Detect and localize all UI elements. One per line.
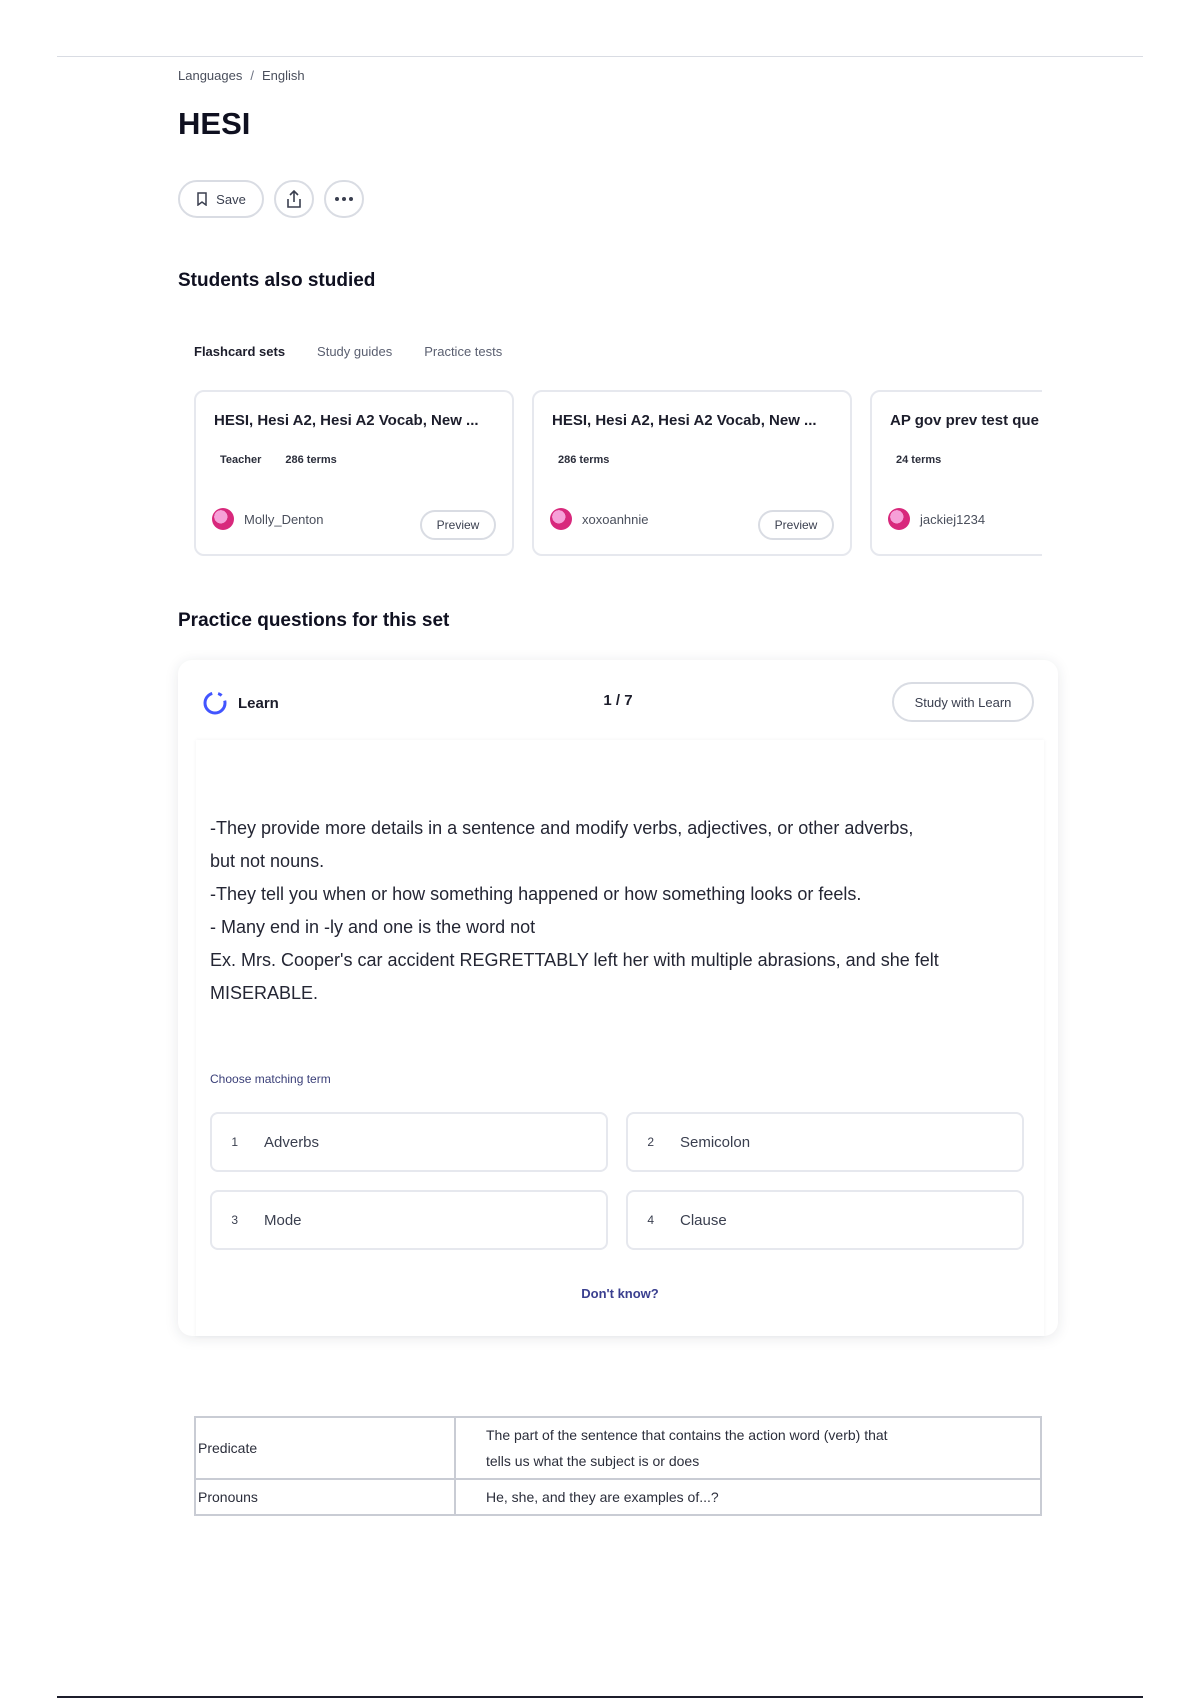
answer-option-3[interactable] xyxy=(210,1190,608,1250)
terms-table xyxy=(194,1416,1042,1516)
option-label: Mode xyxy=(264,1211,302,1229)
save-label: Save xyxy=(216,191,246,207)
definition-line: -They provide more details in a sentence and modify verbs, adjectives, or other adverbs, xyxy=(210,818,914,838)
choose-matching-term-prompt: Choose matching term xyxy=(210,1072,331,1086)
option-label: Semicolon xyxy=(680,1133,751,1151)
option-number: 3 xyxy=(231,1213,238,1227)
bookmark-icon xyxy=(196,192,208,206)
option-number: 2 xyxy=(647,1135,654,1149)
term-cell: Predicate xyxy=(195,1417,455,1479)
avatar xyxy=(550,508,572,530)
avatar xyxy=(888,508,910,530)
flashcard-set-carousel xyxy=(194,390,1042,560)
tab-flashcard-sets[interactable]: Flashcard sets xyxy=(194,344,286,359)
definition-line: He, she, and they are examples of...? xyxy=(486,1489,719,1505)
card-author[interactable] xyxy=(212,508,324,530)
definition-line: Ex. Mrs. Cooper's car accident REGRETTABLY left her with multiple abrasions, and she felt xyxy=(210,950,939,970)
learn-header xyxy=(202,682,1034,722)
definition-line: -They tell you when or how something happened or how something looks or feels. xyxy=(210,884,862,904)
card-author[interactable] xyxy=(550,508,649,530)
content-type-tabs xyxy=(194,344,502,359)
more-options-button[interactable] xyxy=(324,180,364,218)
action-bar xyxy=(178,180,364,218)
breadcrumb-item-languages[interactable]: Languages xyxy=(178,68,243,83)
learn-question-panel xyxy=(178,660,1058,1336)
breadcrumb-item-english[interactable]: English xyxy=(261,68,305,83)
save-button[interactable] xyxy=(178,180,264,218)
question-card xyxy=(196,740,1044,1336)
author-name: Molly_Denton xyxy=(244,511,324,527)
breadcrumb-separator: / xyxy=(250,68,254,83)
table-row xyxy=(195,1417,1041,1479)
card-title: HESI, Hesi A2, Hesi A2 Vocab, New ... xyxy=(552,412,817,429)
option-label: Adverbs xyxy=(264,1133,320,1151)
term-count: 286 terms xyxy=(285,454,337,466)
avatar xyxy=(212,508,234,530)
card-meta xyxy=(220,454,337,466)
flashcard-set-card[interactable] xyxy=(870,390,1042,556)
card-author[interactable] xyxy=(888,508,985,530)
definition-line: tells us what the subject is or does xyxy=(486,1453,700,1469)
definition-line: The part of the sentence that contains the action word (verb) that xyxy=(486,1427,888,1443)
option-label: Clause xyxy=(680,1211,727,1229)
top-divider xyxy=(57,56,1143,57)
definition-cell xyxy=(455,1417,1041,1479)
answer-option-2[interactable] xyxy=(626,1112,1024,1172)
page-title: HESI xyxy=(178,106,251,141)
share-icon xyxy=(285,189,303,209)
question-counter: 1 / 7 xyxy=(603,692,633,709)
term-count: 24 terms xyxy=(896,454,942,466)
share-button[interactable] xyxy=(274,180,314,218)
preview-button[interactable]: Preview xyxy=(420,510,496,540)
definition-cell xyxy=(455,1479,1041,1515)
tab-study-guides[interactable]: Study guides xyxy=(317,344,393,359)
definition-line: MISERABLE. xyxy=(210,983,319,1003)
card-title: AP gov prev test que xyxy=(890,412,1039,429)
students-also-studied-heading: Students also studied xyxy=(178,270,376,291)
preview-button[interactable]: Preview xyxy=(758,510,834,540)
teacher-badge: Teacher xyxy=(220,454,262,466)
bottom-divider xyxy=(57,1696,1143,1698)
more-icon xyxy=(334,196,354,202)
term-cell: Pronouns xyxy=(195,1479,455,1515)
card-meta xyxy=(558,454,609,466)
option-number: 4 xyxy=(647,1213,654,1227)
learn-label-text: Learn xyxy=(238,694,279,712)
term-count: 286 terms xyxy=(558,454,610,466)
tab-practice-tests[interactable]: Practice tests xyxy=(424,344,503,359)
definition-line: - Many end in -ly and one is the word not xyxy=(210,917,536,937)
option-number: 1 xyxy=(231,1135,238,1149)
author-name: xoxoanhnie xyxy=(582,511,649,527)
answer-option-1[interactable] xyxy=(210,1112,608,1172)
table-row xyxy=(195,1479,1041,1515)
author-name: jackiej1234 xyxy=(920,511,986,527)
flashcard-set-card[interactable] xyxy=(194,390,514,556)
card-title: HESI, Hesi A2, Hesi A2 Vocab, New ... xyxy=(214,412,479,429)
card-meta xyxy=(896,454,941,466)
practice-questions-heading: Practice questions for this set xyxy=(178,610,450,631)
dont-know-link[interactable]: Don't know? xyxy=(581,1286,659,1301)
question-definition xyxy=(210,812,1030,1010)
study-with-learn-button[interactable]: Study with Learn xyxy=(892,682,1034,722)
breadcrumb xyxy=(178,68,305,83)
flashcard-set-card[interactable] xyxy=(532,390,852,556)
definition-line: but not nouns. xyxy=(210,851,325,871)
answer-option-4[interactable] xyxy=(626,1190,1024,1250)
